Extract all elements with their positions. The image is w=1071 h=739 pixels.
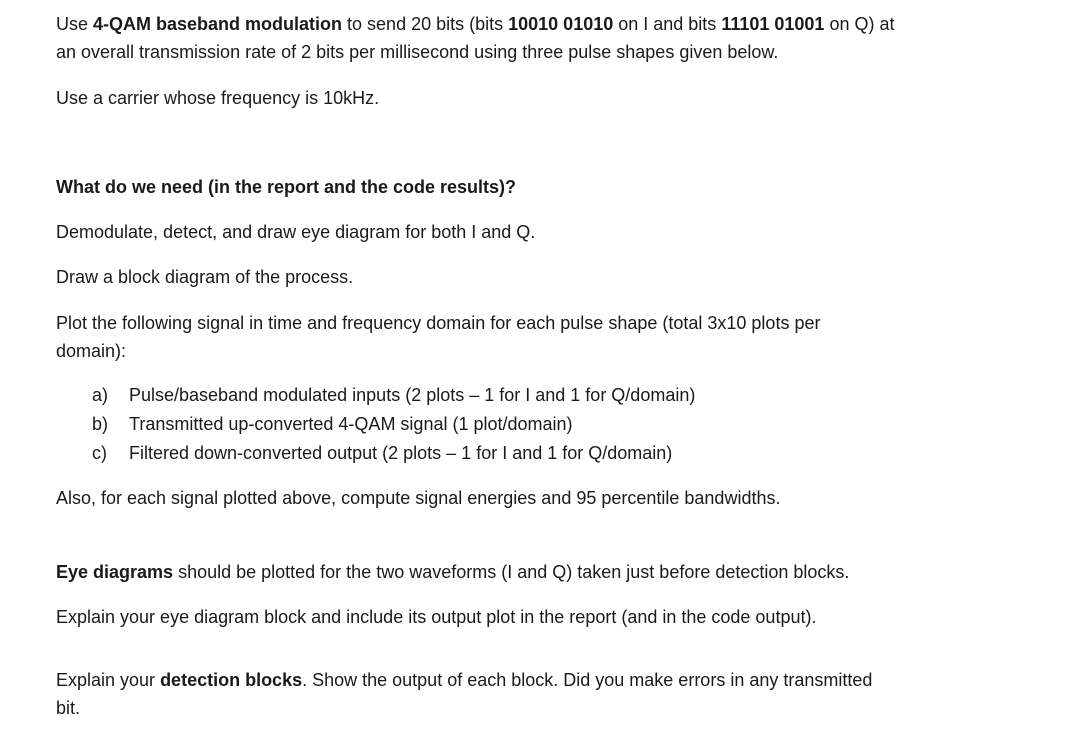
needs-heading: What do we need (in the report and the code results)? <box>56 177 517 197</box>
plot-paragraph <box>56 309 1016 365</box>
list-text-a: Pulse/baseband modulated inputs (2 plots – 1 for I and 1 for Q/domain) <box>129 385 696 405</box>
intro-text-1: Use <box>56 14 94 34</box>
energies-paragraph: Also, for each signal plotted above, compute signal energies and 95 percentile bandwidths. <box>56 488 781 508</box>
eye-paragraph <box>56 558 1016 586</box>
plot-line-1: Plot the following signal in time and frequency domain for each pulse shape (total 3x10 plots per <box>56 313 821 333</box>
list-item-a <box>92 381 695 409</box>
detection-paragraph <box>56 666 1016 722</box>
carrier-paragraph: Use a carrier whose frequency is 10kHz. <box>56 88 380 108</box>
plot-line-2: domain): <box>56 341 127 361</box>
intro-paragraph <box>56 10 1016 66</box>
list-item-b <box>92 410 573 438</box>
list-item-c <box>92 439 672 467</box>
list-marker-b: b) <box>92 414 109 434</box>
intro-bold-i-bits: 10010 01010 <box>508 14 614 34</box>
detection-pre: Explain your <box>56 670 161 690</box>
detection-bold: detection blocks <box>160 670 303 690</box>
detection-post: . Show the output of each block. Did you make errors in any transmitted <box>302 670 873 690</box>
block-diagram-paragraph: Draw a block diagram of the process. <box>56 267 354 287</box>
explain-eye-paragraph: Explain your eye diagram block and include its output plot in the report (and in the code output). <box>56 607 817 627</box>
intro-bold-q-bits: 11101 01001 <box>721 14 825 34</box>
intro-bold-modulation: 4-QAM baseband modulation <box>93 14 343 34</box>
list-text-b: Transmitted up-converted 4-QAM signal (1 plot/domain) <box>129 414 573 434</box>
list-marker-c: c) <box>92 443 107 463</box>
eye-rest: should be plotted for the two waveforms (I and Q) taken just before detection blocks. <box>173 562 850 582</box>
intro-text-5: an overall transmission rate of 2 bits per millisecond using three pulse shapes given below. <box>56 42 779 62</box>
detection-line-2: bit. <box>56 698 81 718</box>
intro-text-4: on Q) at <box>824 14 895 34</box>
list-text-c: Filtered down-converted output (2 plots – 1 for I and 1 for Q/domain) <box>129 443 673 463</box>
intro-text-3: on I and bits <box>613 14 722 34</box>
intro-text-2: to send 20 bits (bits <box>342 14 509 34</box>
demodulate-paragraph: Demodulate, detect, and draw eye diagram for both I and Q. <box>56 222 536 242</box>
list-marker-a: a) <box>92 385 109 405</box>
eye-bold: Eye diagrams <box>56 562 174 582</box>
